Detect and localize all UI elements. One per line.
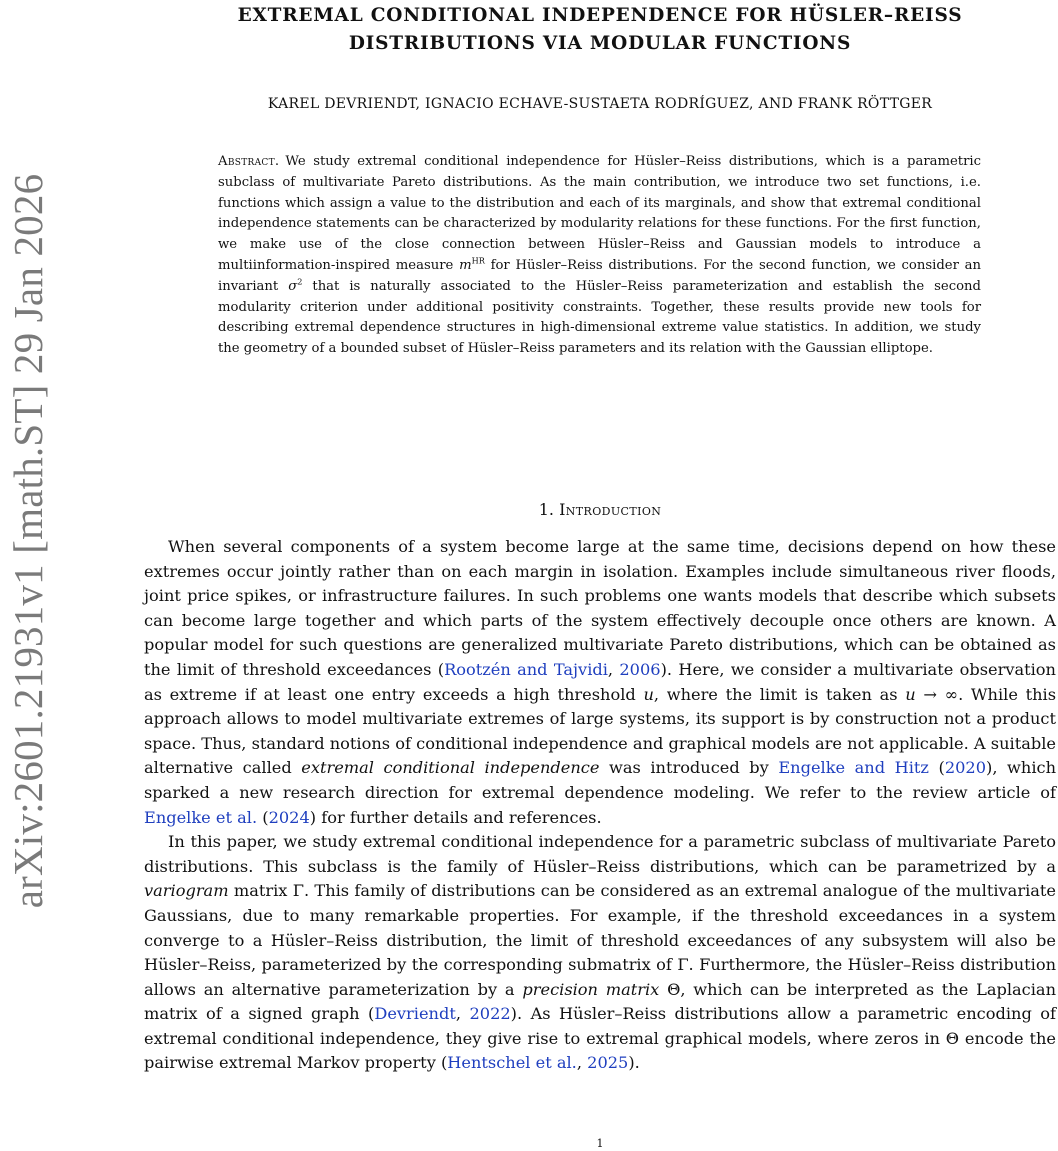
p2-text: , (455, 1004, 470, 1024)
p2-text: matrix Γ. This family of distributions can be considered as an extremal analogue of the multivariate Gaussians, due to many remarkable properties. For example, if the threshold exceedances in a system converge to a Hüsler–Reiss distribution, the limit of threshold exceedances of any subsystem will also be Hüsler–Reiss, parameterized by the corresponding submatrix of Γ. Furthermore, the Hüsler–Reiss distribution allows an alternative parameterization by a (144, 881, 1056, 999)
symbol-sigma: σ (288, 278, 298, 294)
p1-text: When several components of a system become large at the same time, decisions depend on how these extremes occur jointly rather than on each margin in isolation. Examples include simultaneous river floods, joint price spikes, or infrastructure failures. In such problems one wants models that describe which subsets can become large together and which parts of the system effectively decouple once others are known. A popular model for such questions are generalized multivariate Pareto distributions, which can be obtained as the limit of threshold exceedances ( (144, 537, 1056, 679)
section-title: Introduction (559, 500, 662, 519)
p1-text: , where the limit is taken as (653, 684, 906, 704)
arxiv-identifier-stamp: arXiv:2601.21931v1 [math.ST] 29 Jan 2026 (5, 173, 51, 909)
p2-text: In this paper, we study extremal conditional independence for a parametric subclass of multivariate Pareto distributions. This subclass is the family of Hüsler–Reiss distributions, which can be parametrized by a (144, 832, 1056, 876)
abstract-label: Abstract. (218, 154, 280, 169)
p1-text: ( (928, 758, 945, 778)
citation-engelke-et-al[interactable]: Engelke et al. (144, 807, 258, 827)
p2-text: ). (628, 1053, 640, 1073)
emphasis-extremal-ci: extremal conditional independence (301, 758, 600, 778)
symbol-m-superscript: HR (471, 255, 485, 266)
author-list: KAREL DEVRIENDT, IGNACIO ECHAVE-SUSTAETA RODRÍGUEZ, AND FRANK RÖTTGER (267, 96, 933, 112)
citation-hentschel-et-al-year[interactable]: 2025 (587, 1053, 629, 1073)
p1-text: . While this approach allows to model multivariate extremes of large systems, its support is by construction not a product space. Thus, standard notions of conditional independence and graphical models are not applicable. A suitable alternative called (144, 684, 1057, 778)
p1-text: was introduced by (599, 758, 779, 778)
citation-engelke-hitz-year[interactable]: 2020 (944, 758, 987, 778)
paper-title (145, 2, 1055, 58)
p2-text: Θ, which can be interpreted as the Laplacian matrix of a signed graph ( (144, 979, 1056, 1024)
paragraph-2 (144, 830, 1056, 1076)
abstract-text-3: that is naturally associated to the Hüsler–Reiss parameterization and establish the second modularity criterion under additional positivity constraints. Together, these results provide new tools for describing extremal dependence structures in high-dimensional extreme value statistics. In addition, we study the geometry of a bounded subset of Hüsler–Reiss parameters and its relation with the Gaussian elliptope. (218, 278, 981, 357)
citation-rootzen-tajvidi[interactable]: Rootzén and Tajvidi (444, 659, 608, 679)
abstract-text-2: for Hüsler–Reiss distributions. For the second function, we consider an invariant (218, 257, 981, 294)
introduction-body (144, 535, 1056, 1076)
p1-text: ) for further details and references. (309, 807, 602, 827)
symbol-sigma-superscript: 2 (297, 276, 303, 287)
p1-text: ). Here, we consider a multivariate observation as extreme if at least one entry exceeds a high threshold (144, 659, 1056, 704)
emphasis-variogram: variogram (144, 881, 229, 901)
citation-hentschel-et-al[interactable]: Hentschel et al. (447, 1053, 577, 1073)
citation-devriendt-year[interactable]: 2022 (469, 1004, 511, 1024)
p1-text: ), which sparked a new research direction for extremal dependence modeling. We refer to the review article of (144, 758, 1056, 802)
section-heading-introduction (145, 498, 1055, 522)
citation-engelke-hitz[interactable]: Engelke and Hitz (778, 758, 929, 778)
symbol-u: u (643, 684, 654, 704)
page-number: 1 (596, 1137, 604, 1150)
title-line-2: DISTRIBUTIONS VIA MODULAR FUNCTIONS (348, 33, 852, 54)
p2-text: , (576, 1053, 588, 1073)
citation-rootzen-tajvidi-year[interactable]: 2006 (619, 659, 661, 679)
p1-text: , (607, 659, 620, 679)
paragraph-1 (144, 535, 1056, 830)
p1-text: ( (257, 807, 269, 827)
symbol-m: m (459, 257, 472, 273)
emphasis-precision-matrix: precision matrix (522, 979, 660, 999)
section-number: 1. (538, 500, 554, 519)
citation-devriendt[interactable]: Devriendt (374, 1004, 456, 1024)
limit-arrow: → ∞ (915, 684, 959, 704)
abstract-text-1: We study extremal conditional independence for Hüsler–Reiss distributions, which is a parametric subclass of multivariate Pareto distributions. As the main contribution, we introduce two set functions, i.e. functions which assign a value to the distribution and each of its marginals, and show that extremal conditional independence statements can be characterized by modularity relations for these functions. For the first function, we make use of the close connection between Hüsler–Reiss and Gaussian models to introduce a multiinformation-inspired measure (218, 154, 981, 273)
symbol-u: u (905, 684, 916, 704)
title-line-1: EXTREMAL CONDITIONAL INDEPENDENCE FOR HÜSLER–REISS (237, 5, 963, 26)
p2-text: ). As Hüsler–Reiss distributions allow a parametric encoding of extremal conditional independence, they give rise to extremal graphical models, where zeros in Θ encode the pairwise extremal Markov property ( (144, 1004, 1057, 1073)
citation-engelke-et-al-year[interactable]: 2024 (268, 807, 310, 827)
abstract (218, 152, 981, 360)
